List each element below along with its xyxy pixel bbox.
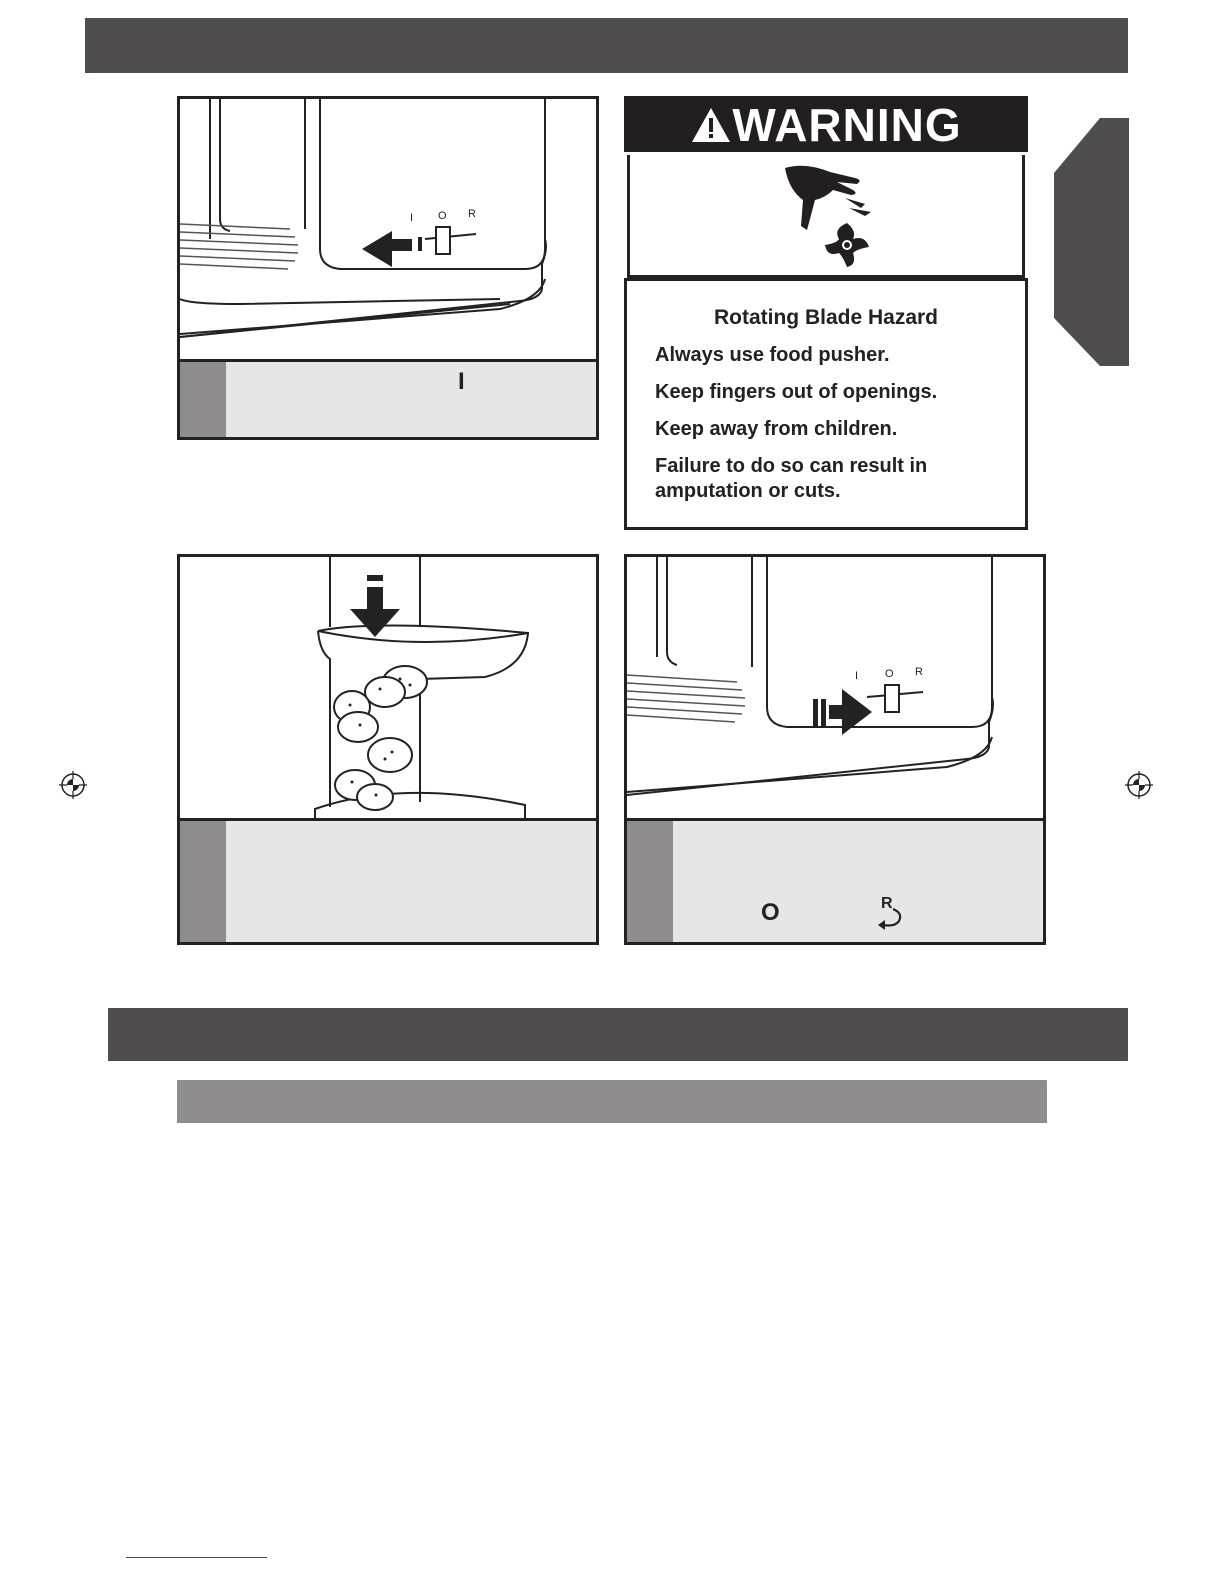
subsection-header-bar bbox=[177, 1080, 1047, 1123]
reverse-symbol bbox=[875, 897, 907, 931]
switch-label-on: I bbox=[855, 670, 859, 682]
side-section-tab bbox=[1054, 118, 1129, 368]
step-panel-feed-food bbox=[177, 554, 599, 945]
warning-header bbox=[624, 96, 1028, 152]
switch-label-reverse: R bbox=[468, 208, 476, 220]
step-panel-switch-on bbox=[177, 96, 599, 440]
step-caption bbox=[627, 818, 1043, 942]
switch-label-off: O bbox=[438, 210, 447, 222]
warning-pictogram-area bbox=[627, 155, 1025, 278]
food-chute-illustration bbox=[180, 557, 596, 822]
registration-mark-icon bbox=[59, 771, 87, 799]
registration-mark-icon bbox=[1125, 771, 1153, 799]
warning-text-area bbox=[624, 278, 1028, 530]
step-number-tab bbox=[180, 821, 226, 942]
reverse-arrow-icon bbox=[875, 897, 907, 931]
hand-blade-hazard-icon bbox=[775, 160, 885, 275]
top-header-bar bbox=[85, 18, 1128, 73]
warning-triangle-icon bbox=[690, 105, 732, 145]
off-symbol: O bbox=[761, 899, 780, 926]
section-header-bar bbox=[108, 1008, 1128, 1061]
hazard-title: Rotating Blade Hazard bbox=[713, 306, 939, 329]
warning-line-1: Always use food pusher. bbox=[655, 344, 890, 366]
switch-label-off: O bbox=[885, 668, 894, 680]
step-number-tab bbox=[180, 362, 226, 437]
warning-title: WARNING bbox=[732, 99, 962, 151]
footer-link-underline[interactable] bbox=[126, 1557, 267, 1558]
step-number-tab bbox=[627, 821, 673, 942]
switch-label-on: I bbox=[410, 212, 414, 224]
juicer-switch-off-illustration bbox=[627, 557, 1043, 822]
step-caption bbox=[180, 359, 596, 437]
on-symbol: I bbox=[458, 368, 465, 395]
warning-box bbox=[624, 96, 1028, 530]
warning-line-4: Failure to do so can result in amputation or cuts. bbox=[655, 455, 928, 502]
step-panel-switch-off bbox=[624, 554, 1046, 945]
warning-line-3: Keep away from children. bbox=[655, 418, 898, 440]
juicer-switch-on-illustration bbox=[180, 99, 596, 364]
reverse-letter: R bbox=[881, 895, 893, 912]
step-caption bbox=[180, 818, 596, 942]
warning-line-2: Keep fingers out of openings. bbox=[655, 381, 938, 403]
switch-label-reverse: R bbox=[915, 666, 923, 678]
